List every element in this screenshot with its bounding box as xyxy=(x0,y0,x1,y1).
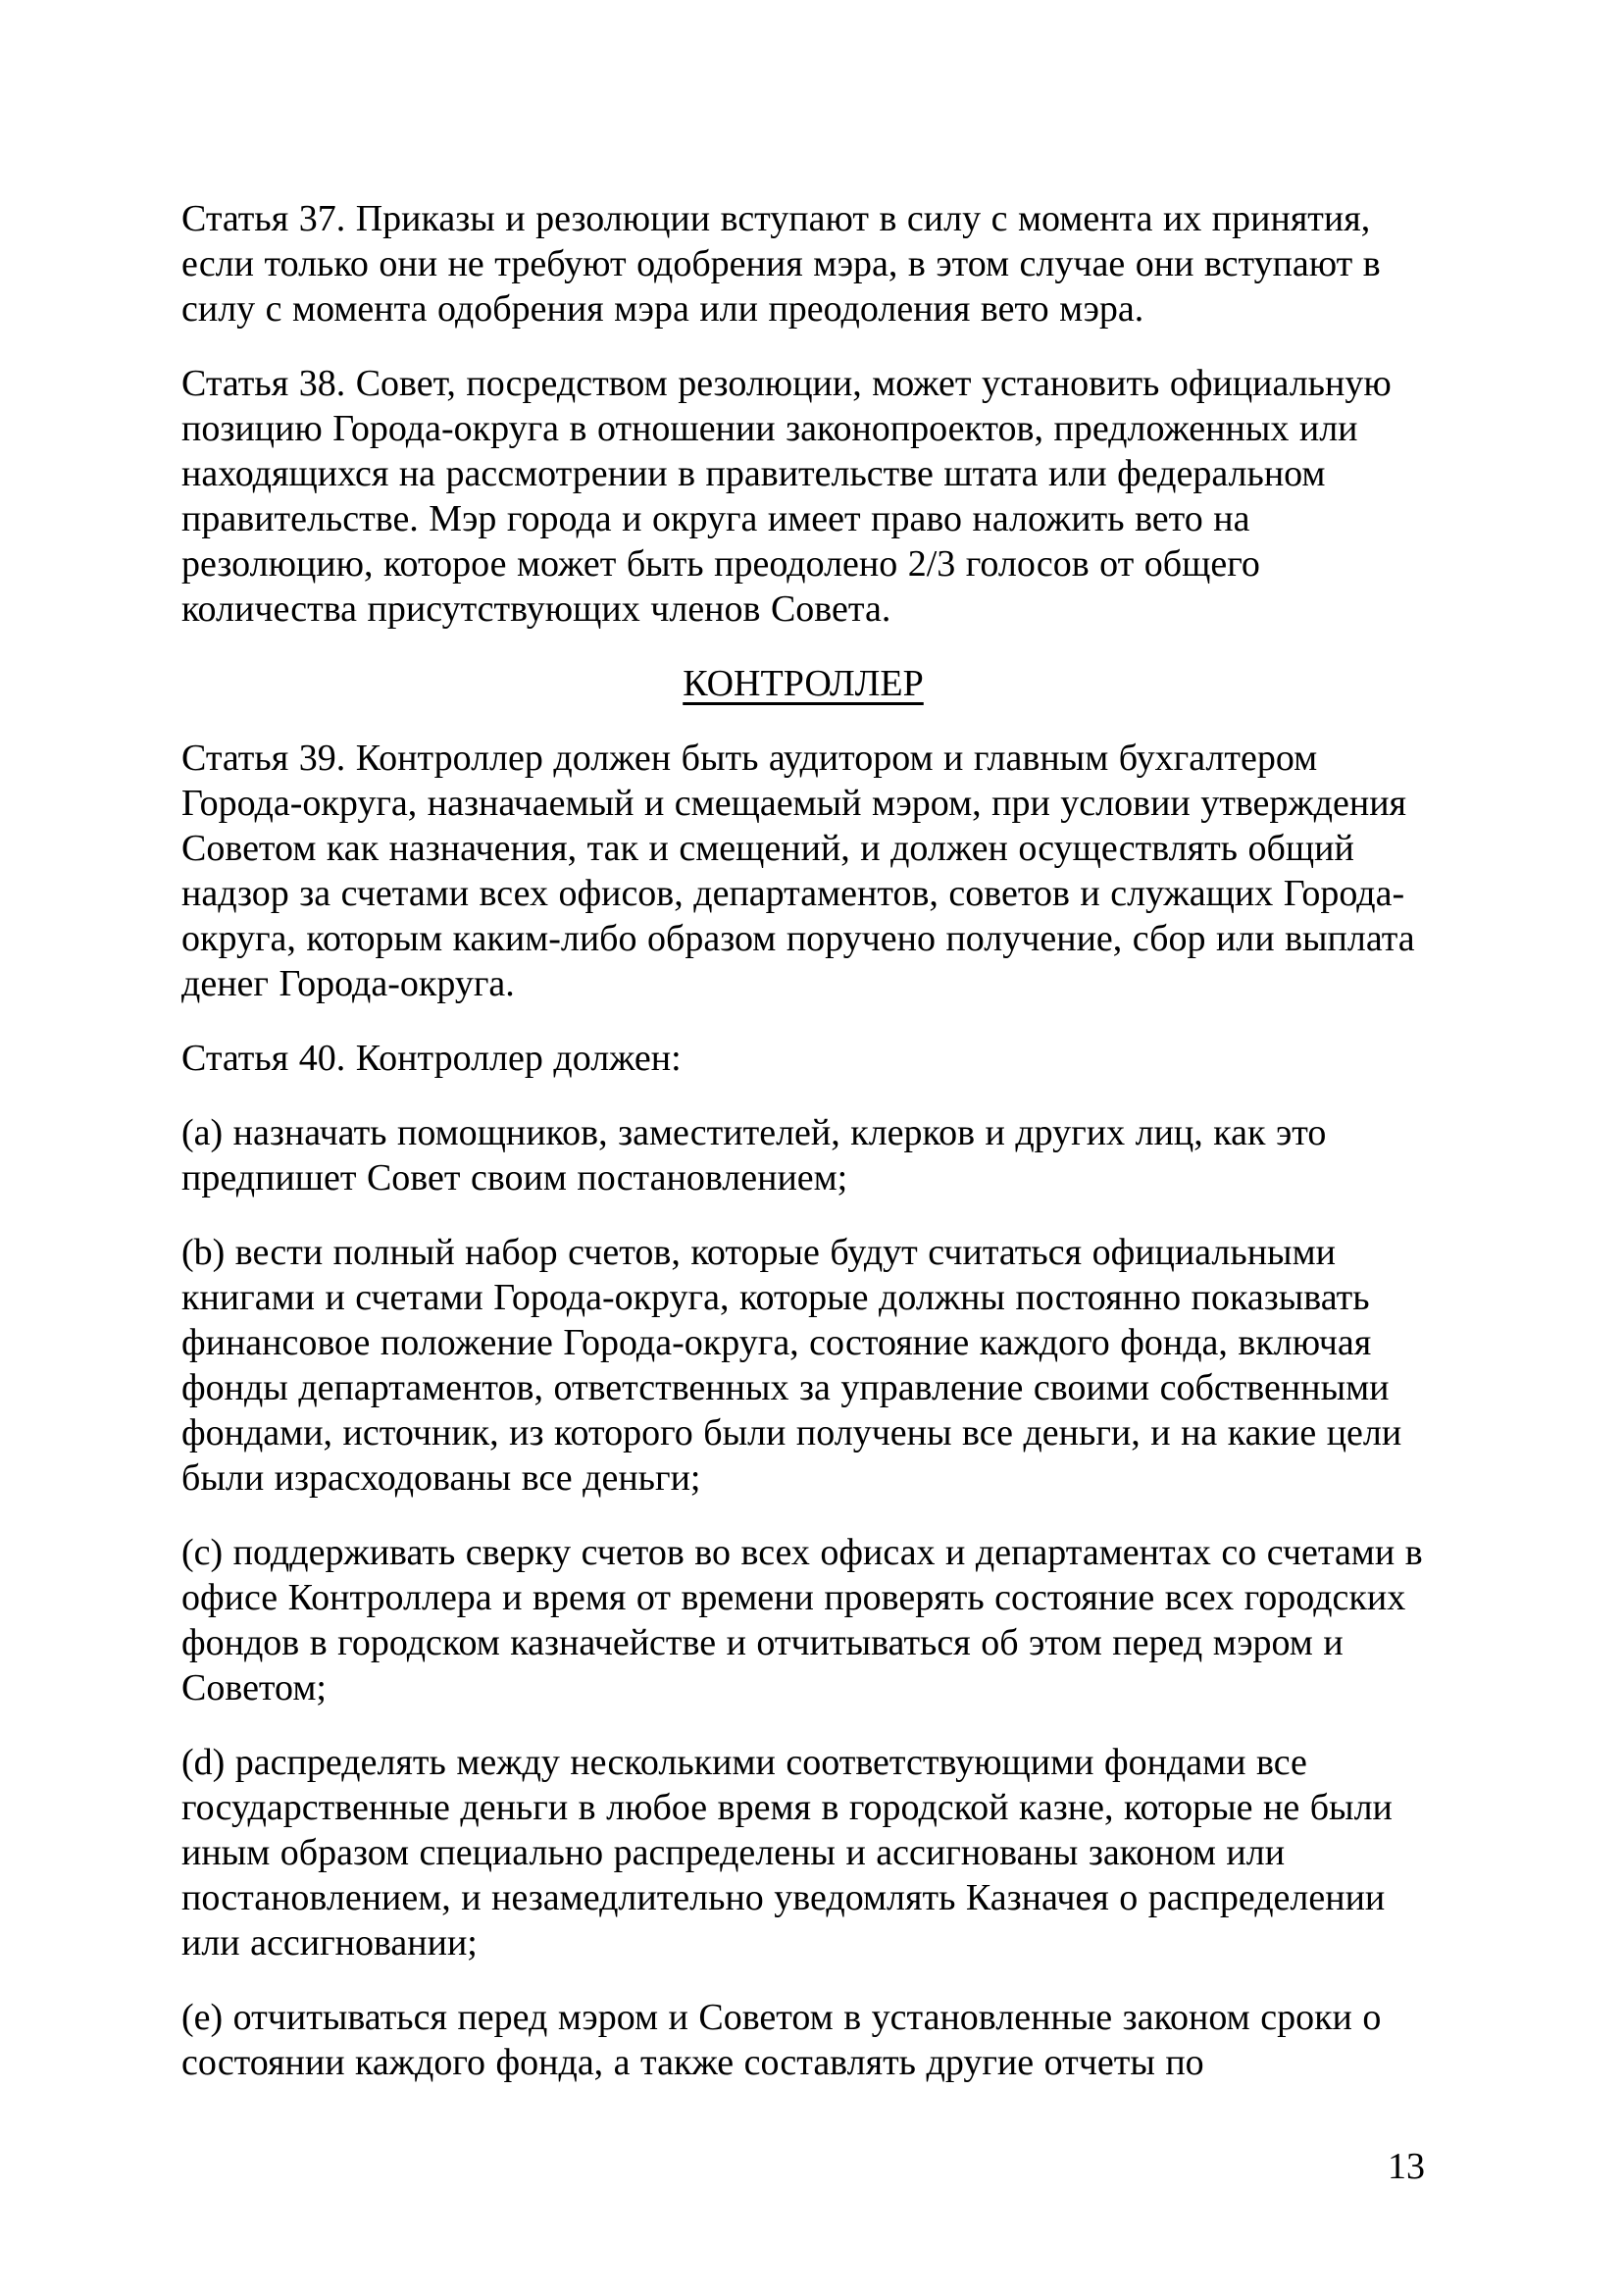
list-item-d: (d) распределять между несколькими соответствующими фондами все государственные деньги в любое время в городской казне, которые не были иным образом специально распределены и ассигнованы законом или постановлением, и незамедлительно уведомлять Казначея о распределении или ассигновании; xyxy=(181,1742,1393,1963)
page-number: 13 xyxy=(1388,2146,1425,2187)
list-item-e: (e) отчитываться перед мэром и Советом в установленные законом сроки о состоянии каждого фонда, а также составлять другие отчеты по xyxy=(181,1997,1382,2083)
list-item-a: (a) назначать помощников, заместителей, клерков и других лиц, как это предпишет Совет своим постановлением; xyxy=(181,1112,1327,1198)
paragraph-article-38: Статья 38. Совет, посредством резолюции, может установить официальную позицию Города-округа в отношении законопроектов, предложенных или находящихся на рассмотрении в правительстве штата или федеральном правительстве. Мэр города и округа имеет право наложить вето на резолюцию, которое может быть преодолено 2/3 голосов от общего количества присутствующих членов Совета. xyxy=(181,363,1392,630)
text-block xyxy=(181,196,1425,2115)
section-heading-controller: КОНТРОЛЛЕР xyxy=(683,663,924,704)
paragraph-article-40-intro: Статья 40. Контроллер должен: xyxy=(181,1038,682,1079)
paragraph-article-37: Статья 37. Приказы и резолюции вступают в силу с момента их принятия, если только они не требуют одобрения мэра, в этом случае они вступают в силу с момента одобрения мэра или преодоления вето мэра. xyxy=(181,198,1381,330)
list-item-b: (b) вести полный набор счетов, которые будут считаться официальными книгами и счетами Города-округа, которые должны постоянно показывать финансовое положение Города-округа, состояние каждого фонда, включая фонды департаментов, ответственных за управление своими собственными фондами, источник, из которого были получены все деньги, и на какие цели были израсходованы все деньги; xyxy=(181,1232,1402,1499)
paragraph-article-39: Статья 39. Контроллер должен быть аудитором и главным бухгалтером Города-округа, назначаемый и смещаемый мэром, при условии утверждения Советом как назначения, так и смещений, и должен осуществлять общий надзор за счетами всех офисов, департаментов, советов и служащих Города-округа, которым каким-либо образом поручено получение, сбор или выплата денег Города-округа. xyxy=(181,738,1415,1004)
list-item-c: (c) поддерживать сверку счетов во всех офисах и департаментах со счетами в офисе Контроллера и время от времени проверять состояние всех городских фондов в городском казначействе и отчитываться об этом перед мэром и Советом; xyxy=(181,1532,1423,1708)
